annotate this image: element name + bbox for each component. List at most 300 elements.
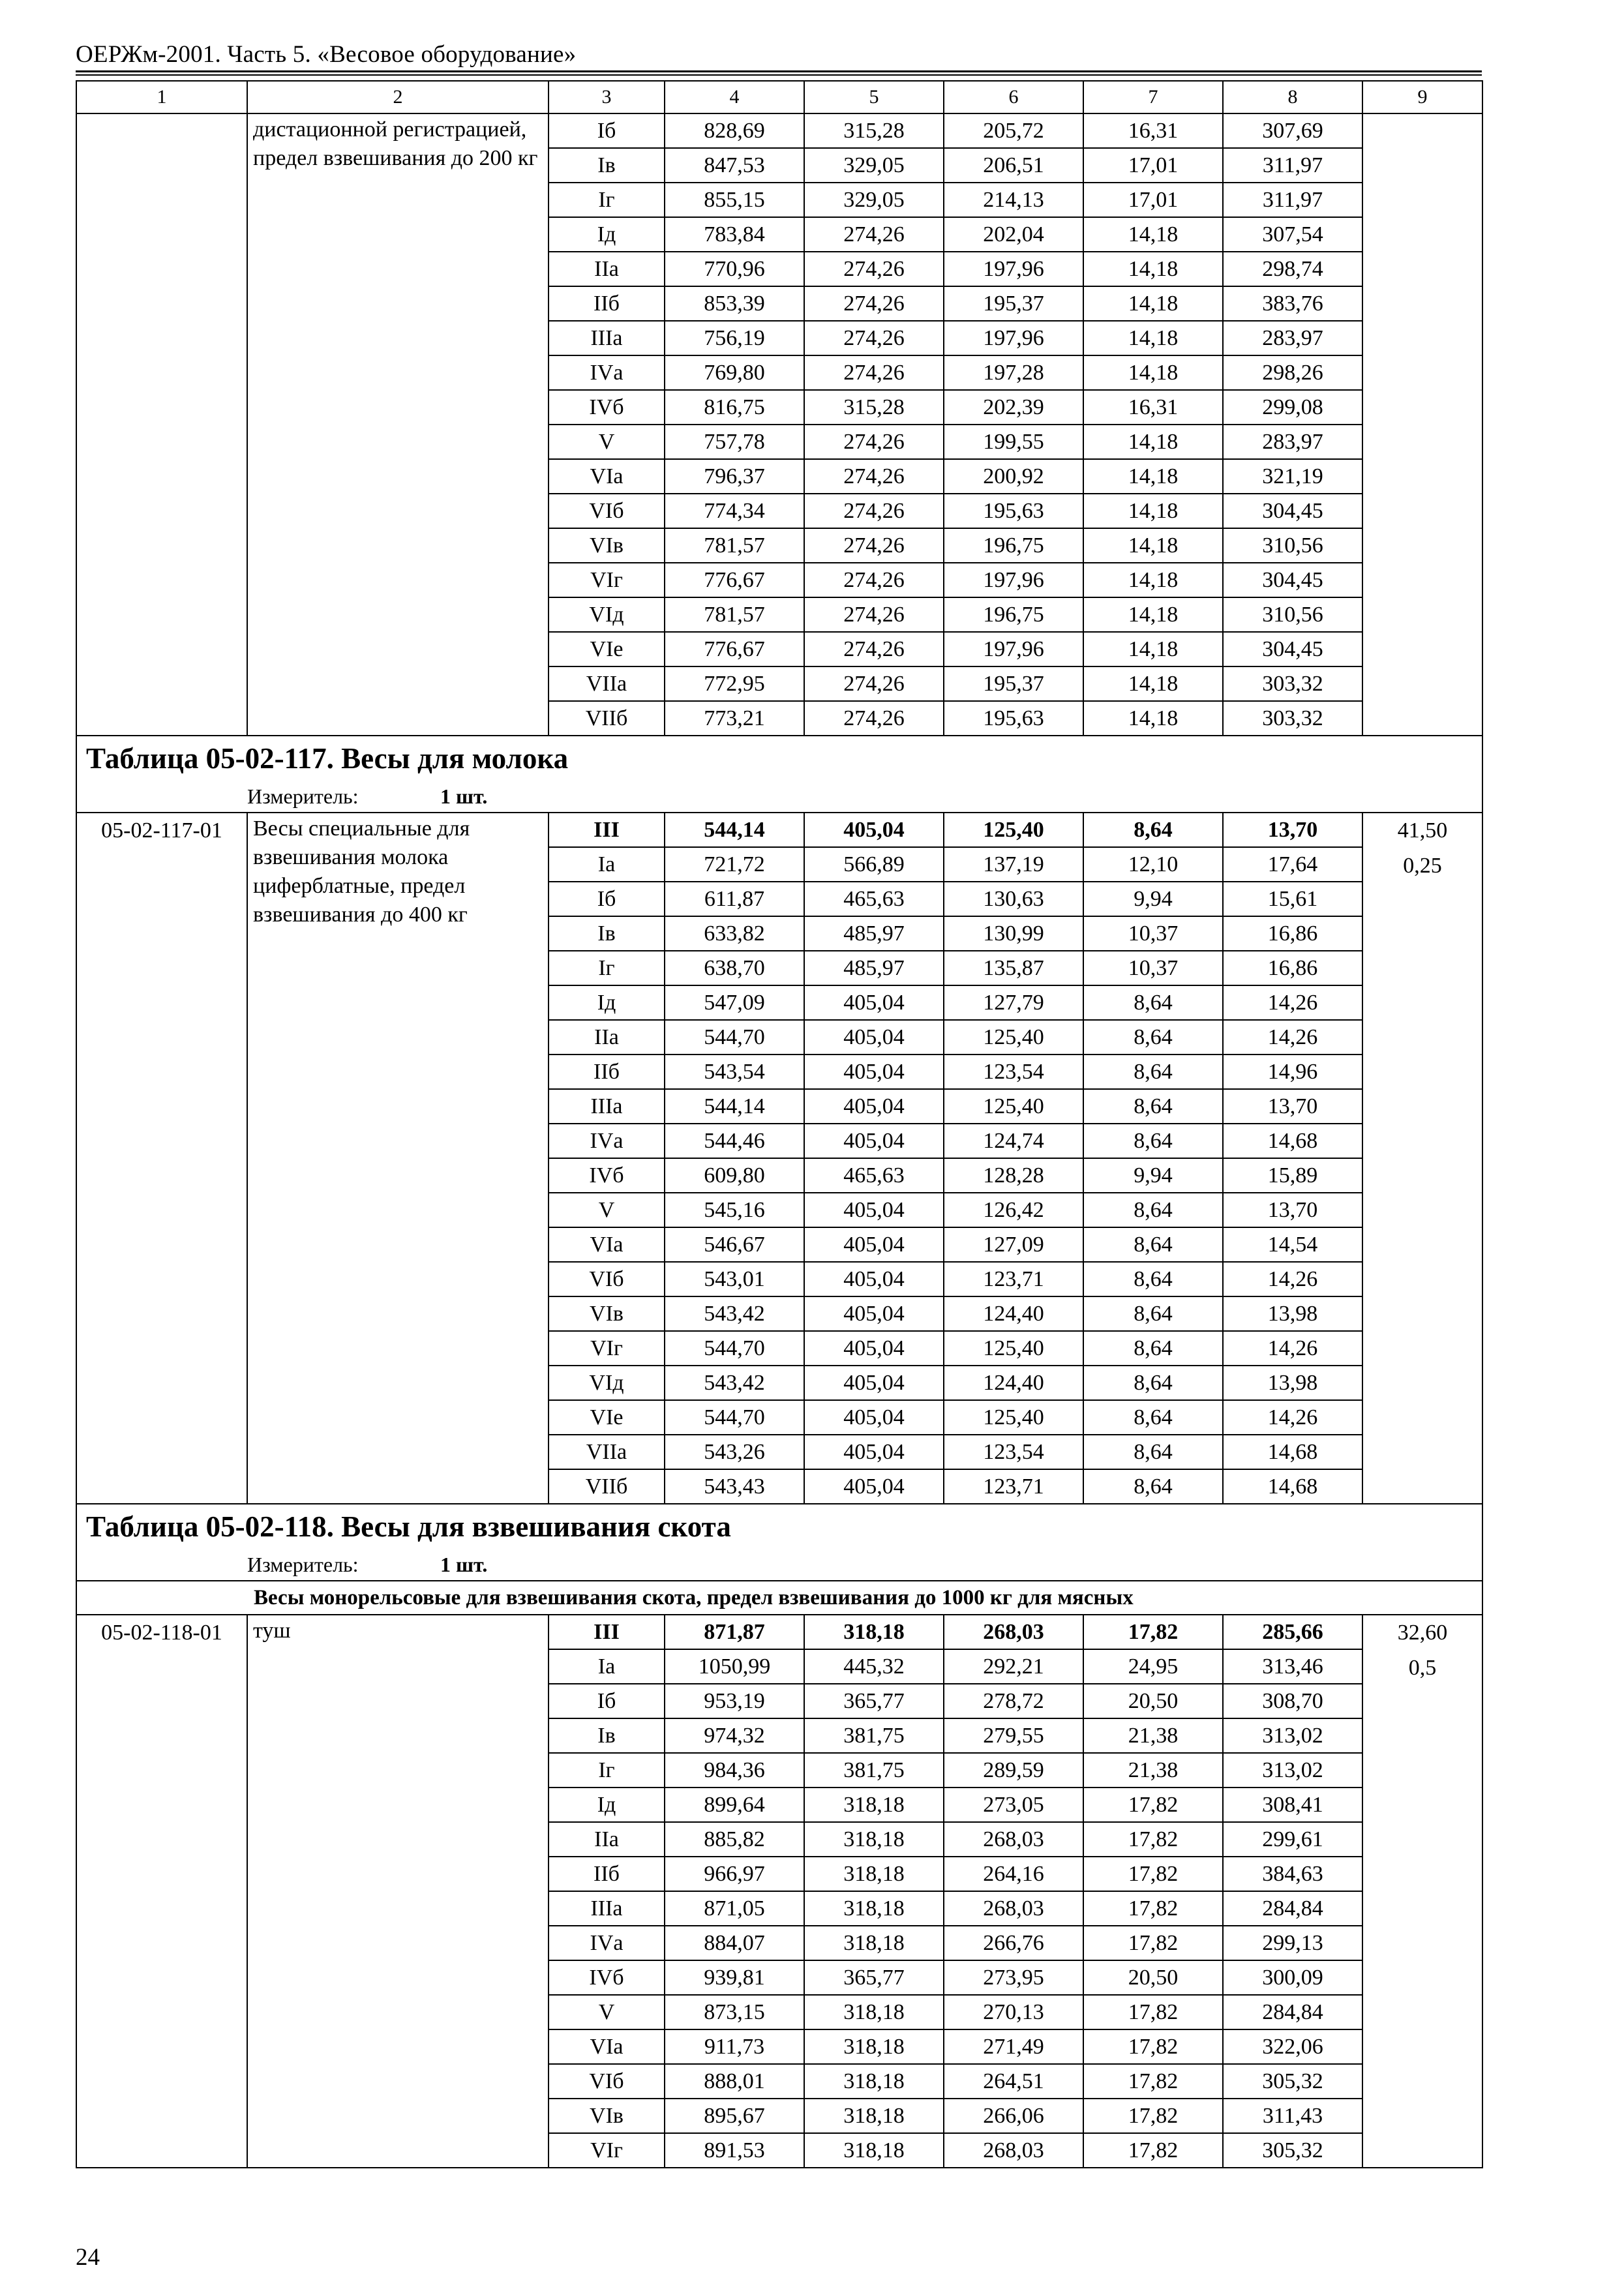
value-cell: 268,03 [944,2133,1083,2168]
value-cell: 17,82 [1083,1822,1223,1857]
value-cell: 365,77 [804,1960,944,1995]
value-cell: 124,40 [944,1366,1083,1400]
value-cell: 405,04 [804,1331,944,1366]
region-cell: Iд [549,1788,665,1822]
value-cell: 770,96 [665,252,804,286]
region-cell: VIб [549,494,665,528]
region-cell: VIв [549,528,665,563]
value-cell: 405,04 [804,985,944,1020]
value-cell: 17,82 [1083,2064,1223,2099]
value-cell: 485,97 [804,951,944,985]
value-cell: 135,87 [944,951,1083,985]
value-cell: 8,64 [1083,1435,1223,1469]
value-cell: 125,40 [944,813,1083,847]
value-cell: 609,80 [665,1158,804,1193]
value-cell: 465,63 [804,882,944,916]
value-cell: 547,09 [665,985,804,1020]
region-cell: Iб [549,1684,665,1718]
value-cell: 14,68 [1223,1124,1362,1158]
value-cell: 638,70 [665,951,804,985]
value-cell: 17,82 [1083,2099,1223,2133]
value-cell: 543,43 [665,1469,804,1504]
rates-table [76,80,1483,2168]
value-cell: 15,89 [1223,1158,1362,1193]
value-cell: 543,42 [665,1366,804,1400]
value-cell: 14,54 [1223,1227,1362,1262]
column-number: 4 [665,81,804,113]
region-cell: IIIа [549,321,665,355]
value-cell: 17,82 [1083,2029,1223,2064]
region-cell: VIб [549,2064,665,2099]
column-number: 6 [944,81,1083,113]
column-number: 7 [1083,81,1223,113]
value-cell: 774,34 [665,494,804,528]
unit-cell [76,781,1482,813]
value-cell: 796,37 [665,459,804,494]
value-cell: 285,66 [1223,1615,1362,1649]
value-cell: 318,18 [804,1995,944,2029]
value-cell: 783,84 [665,217,804,252]
value-cell: 298,26 [1223,355,1362,390]
unit-value: 1 шт. [440,785,488,808]
value-cell: 8,64 [1083,1089,1223,1124]
region-cell: IVа [549,355,665,390]
value-cell: 20,50 [1083,1684,1223,1718]
value-cell: 14,26 [1223,1331,1362,1366]
value-cell: 21,38 [1083,1718,1223,1753]
value-cell: 769,80 [665,355,804,390]
value-cell: 14,18 [1083,666,1223,701]
region-cell: VIг [549,563,665,597]
value-cell: 303,32 [1223,701,1362,736]
value-cell: 14,18 [1083,563,1223,597]
value-cell: 318,18 [804,2133,944,2168]
region-cell: Iб [549,113,665,148]
region-cell: VIб [549,1262,665,1296]
value-cell: 405,04 [804,1055,944,1089]
value-cell: 14,26 [1223,1262,1362,1296]
value-cell: 544,70 [665,1400,804,1435]
value-cell: 953,19 [665,1684,804,1718]
value-cell: 311,43 [1223,2099,1362,2133]
region-cell: IIб [549,1857,665,1891]
value-cell: 8,64 [1083,1400,1223,1435]
value-cell: 278,72 [944,1684,1083,1718]
table-title-row [76,1504,1482,1549]
table-row [76,1615,1482,1649]
value-cell: 8,64 [1083,1331,1223,1366]
value-cell: 384,63 [1223,1857,1362,1891]
value-cell: 289,59 [944,1753,1083,1788]
value-cell: 270,13 [944,1995,1083,2029]
value-cell: 544,46 [665,1124,804,1158]
value-cell: 17,82 [1083,1891,1223,1926]
value-cell: 405,04 [804,1262,944,1296]
region-cell: VIд [549,597,665,632]
column-number: 5 [804,81,944,113]
region-cell: Iг [549,951,665,985]
region-cell: IIа [549,252,665,286]
value-cell: 405,04 [804,1435,944,1469]
position-code [76,113,247,736]
subtitle-row [76,1581,1482,1615]
value-cell: 264,16 [944,1857,1083,1891]
value-cell: 274,26 [804,459,944,494]
value-cell: 14,18 [1083,597,1223,632]
value-cell: 17,82 [1083,1926,1223,1960]
value-cell: 298,74 [1223,252,1362,286]
column-number: 9 [1362,81,1482,113]
value-cell: 214,13 [944,183,1083,217]
value-cell: 279,55 [944,1718,1083,1753]
value-cell: 274,26 [804,528,944,563]
value-cell: 9,94 [1083,1158,1223,1193]
value-cell: 318,18 [804,1857,944,1891]
value-cell: 273,95 [944,1960,1083,1995]
value-cell: 545,16 [665,1193,804,1227]
value-cell: 196,75 [944,597,1083,632]
unit-label: Измеритель: [247,785,359,808]
value-cell: 14,18 [1083,321,1223,355]
region-cell: Iг [549,1753,665,1788]
value-cell: 318,18 [804,2064,944,2099]
value-cell: 321,19 [1223,459,1362,494]
region-cell: VIе [549,1400,665,1435]
region-cell: VIIб [549,701,665,736]
value-cell: 14,68 [1223,1435,1362,1469]
region-cell: IVа [549,1926,665,1960]
region-cell: IIIа [549,1089,665,1124]
region-cell: III [549,813,665,847]
value-cell: 17,01 [1083,183,1223,217]
region-cell: VIIа [549,1435,665,1469]
labor-value: 41,50 [1397,818,1448,843]
header-rule-thin [76,74,1482,76]
table-body [76,81,1482,2168]
value-cell: 14,18 [1083,459,1223,494]
value-cell: 311,97 [1223,183,1362,217]
value-cell: 137,19 [944,847,1083,882]
value-cell: 274,26 [804,701,944,736]
region-cell: IIб [549,286,665,321]
value-cell: 8,64 [1083,1124,1223,1158]
value-cell: 284,84 [1223,1995,1362,2029]
region-cell: V [549,1995,665,2029]
value-cell: 966,97 [665,1857,804,1891]
value-cell: 8,64 [1083,1227,1223,1262]
value-cell: 271,49 [944,2029,1083,2064]
value-cell: 318,18 [804,1615,944,1649]
value-cell: 544,70 [665,1331,804,1366]
value-cell: 315,28 [804,390,944,425]
value-cell: 16,31 [1083,113,1223,148]
region-cell: IVб [549,1960,665,1995]
value-cell: 195,37 [944,286,1083,321]
value-cell: 274,26 [804,217,944,252]
value-cell: 10,37 [1083,951,1223,985]
region-cell: VIг [549,2133,665,2168]
value-cell: 307,69 [1223,113,1362,148]
value-cell: 405,04 [804,1296,944,1331]
position-description: Весы специальные для взвешивания молока циферблатные, предел взвешивания до 400 кг [247,813,549,1504]
value-cell: 195,63 [944,701,1083,736]
value-cell: 544,14 [665,1089,804,1124]
value-cell: 14,18 [1083,632,1223,666]
value-cell: 304,45 [1223,494,1362,528]
value-cell: 891,53 [665,2133,804,2168]
value-cell: 308,41 [1223,1788,1362,1822]
value-cell: 197,96 [944,632,1083,666]
value-cell: 405,04 [804,1227,944,1262]
value-cell: 14,18 [1083,494,1223,528]
value-cell: 16,86 [1223,951,1362,985]
value-cell: 8,64 [1083,1469,1223,1504]
value-cell: 544,70 [665,1020,804,1055]
value-cell: 885,82 [665,1822,804,1857]
value-cell: 266,76 [944,1926,1083,1960]
region-cell: Iг [549,183,665,217]
value-cell: 8,64 [1083,985,1223,1020]
value-cell: 781,57 [665,597,804,632]
value-cell: 305,32 [1223,2064,1362,2099]
value-cell: 274,26 [804,355,944,390]
region-cell: VIIб [549,1469,665,1504]
value-cell: 405,04 [804,1366,944,1400]
value-cell: 757,78 [665,425,804,459]
value-cell: 14,18 [1083,252,1223,286]
value-cell: 10,37 [1083,916,1223,951]
value-cell: 871,87 [665,1615,804,1649]
value-cell: 381,75 [804,1718,944,1753]
value-cell: 781,57 [665,528,804,563]
value-cell: 195,37 [944,666,1083,701]
region-cell: VIIа [549,666,665,701]
value-cell: 847,53 [665,148,804,183]
region-cell: IVб [549,390,665,425]
value-cell: 8,64 [1083,1296,1223,1331]
value-cell: 543,42 [665,1296,804,1331]
value-cell: 911,73 [665,2029,804,2064]
value-cell: 611,87 [665,882,804,916]
region-cell: Iв [549,1718,665,1753]
region-cell: V [549,425,665,459]
value-cell: 329,05 [804,148,944,183]
value-cell: 772,95 [665,666,804,701]
value-cell: 566,89 [804,847,944,882]
value-cell: 895,67 [665,2099,804,2133]
value-cell: 14,18 [1083,286,1223,321]
region-cell: VIе [549,632,665,666]
value-cell: 206,51 [944,148,1083,183]
value-cell: 8,64 [1083,1020,1223,1055]
value-cell: 125,40 [944,1020,1083,1055]
region-cell: IVб [549,1158,665,1193]
value-cell: 8,64 [1083,813,1223,847]
region-cell: VIв [549,1296,665,1331]
position-description: дистационной регистрацией, предел взвешивания до 200 кг [247,113,549,736]
value-cell: 721,72 [665,847,804,882]
value-cell: 274,26 [804,563,944,597]
labor-cell [1362,1615,1482,2168]
value-cell: 200,92 [944,459,1083,494]
unit-row [76,1549,1482,1581]
labor-cell [1362,113,1482,736]
value-cell: 310,56 [1223,597,1362,632]
value-cell: 543,26 [665,1435,804,1469]
value-cell: 871,05 [665,1891,804,1926]
value-cell: 816,75 [665,390,804,425]
value-cell: 8,64 [1083,1262,1223,1296]
unit-row [76,781,1482,813]
value-cell: 307,54 [1223,217,1362,252]
value-cell: 125,40 [944,1089,1083,1124]
value-cell: 202,39 [944,390,1083,425]
value-cell: 15,61 [1223,882,1362,916]
region-cell: Iа [549,1649,665,1684]
value-cell: 124,40 [944,1296,1083,1331]
value-cell: 195,63 [944,494,1083,528]
value-cell: 14,18 [1083,217,1223,252]
value-cell: 485,97 [804,916,944,951]
value-cell: 828,69 [665,113,804,148]
value-cell: 543,54 [665,1055,804,1089]
value-cell: 365,77 [804,1684,944,1718]
value-cell: 405,04 [804,1193,944,1227]
labor-value: 0,5 [1408,1656,1437,1680]
value-cell: 313,02 [1223,1718,1362,1753]
value-cell: 308,70 [1223,1684,1362,1718]
unit-cell [76,1549,1482,1581]
value-cell: 14,68 [1223,1469,1362,1504]
value-cell: 197,28 [944,355,1083,390]
value-cell: 284,84 [1223,1891,1362,1926]
value-cell: 268,03 [944,1891,1083,1926]
region-cell: III [549,1615,665,1649]
value-cell: 268,03 [944,1822,1083,1857]
region-cell: VIд [549,1366,665,1400]
value-cell: 13,98 [1223,1366,1362,1400]
value-cell: 199,55 [944,425,1083,459]
unit-label: Измеритель: [247,1553,359,1576]
position-description: туш [247,1615,549,2168]
header-rule [76,70,1482,72]
region-cell: Iд [549,985,665,1020]
region-cell: V [549,1193,665,1227]
region-cell: Iв [549,148,665,183]
table-title: Таблица 05-02-117. Весы для молока [76,736,1482,781]
value-cell: 20,50 [1083,1960,1223,1995]
value-cell: 465,63 [804,1158,944,1193]
value-cell: 300,09 [1223,1960,1362,1995]
value-cell: 9,94 [1083,882,1223,916]
region-cell: Iа [549,847,665,882]
value-cell: 13,70 [1223,813,1362,847]
value-cell: 310,56 [1223,528,1362,563]
value-cell: 543,01 [665,1262,804,1296]
value-cell: 318,18 [804,1926,944,1960]
value-cell: 17,01 [1083,148,1223,183]
region-cell: IVа [549,1124,665,1158]
value-cell: 873,15 [665,1995,804,2029]
column-number: 3 [549,81,665,113]
value-cell: 124,74 [944,1124,1083,1158]
value-cell: 17,82 [1083,1788,1223,1822]
value-cell: 405,04 [804,1020,944,1055]
value-cell: 888,01 [665,2064,804,2099]
value-cell: 127,79 [944,985,1083,1020]
value-cell: 273,05 [944,1788,1083,1822]
value-cell: 303,32 [1223,666,1362,701]
value-cell: 274,26 [804,425,944,459]
value-cell: 283,97 [1223,425,1362,459]
column-number: 1 [76,81,247,113]
value-cell: 130,99 [944,916,1083,951]
column-number-row [76,81,1482,113]
value-cell: 405,04 [804,1124,944,1158]
value-cell: 546,67 [665,1227,804,1262]
value-cell: 202,04 [944,217,1083,252]
value-cell: 17,82 [1083,1995,1223,2029]
value-cell: 16,31 [1083,390,1223,425]
value-cell: 329,05 [804,183,944,217]
value-cell: 405,04 [804,813,944,847]
value-cell: 125,40 [944,1400,1083,1435]
value-cell: 128,28 [944,1158,1083,1193]
value-cell: 318,18 [804,1891,944,1926]
value-cell: 14,18 [1083,701,1223,736]
value-cell: 855,15 [665,183,804,217]
position-code: 05-02-117-01 [76,813,247,1504]
value-cell: 17,82 [1083,1857,1223,1891]
table-row [76,813,1482,847]
value-cell: 17,82 [1083,1615,1223,1649]
value-cell: 123,54 [944,1435,1083,1469]
value-cell: 126,42 [944,1193,1083,1227]
value-cell: 274,26 [804,321,944,355]
labor-cell [1362,813,1482,1504]
value-cell: 633,82 [665,916,804,951]
value-cell: 304,45 [1223,563,1362,597]
column-number: 8 [1223,81,1362,113]
value-cell: 8,64 [1083,1055,1223,1089]
value-cell: 1050,99 [665,1649,804,1684]
region-cell: VIа [549,1227,665,1262]
value-cell: 299,13 [1223,1926,1362,1960]
region-cell: VIв [549,2099,665,2133]
value-cell: 123,54 [944,1055,1083,1089]
table-row [76,113,1482,148]
table-title: Таблица 05-02-118. Весы для взвешивания скота [76,1504,1482,1549]
value-cell: 197,96 [944,563,1083,597]
value-cell: 299,08 [1223,390,1362,425]
region-cell: IIа [549,1822,665,1857]
value-cell: 381,75 [804,1753,944,1788]
value-cell: 274,26 [804,632,944,666]
value-cell: 405,04 [804,1400,944,1435]
value-cell: 196,75 [944,528,1083,563]
value-cell: 197,96 [944,252,1083,286]
labor-value: 0,25 [1403,854,1442,878]
value-cell: 274,26 [804,252,944,286]
value-cell: 304,45 [1223,632,1362,666]
value-cell: 274,26 [804,666,944,701]
value-cell: 974,32 [665,1718,804,1753]
page-number: 24 [76,2244,100,2271]
unit-value: 1 шт. [440,1553,488,1576]
value-cell: 776,67 [665,632,804,666]
value-cell: 123,71 [944,1262,1083,1296]
value-cell: 14,18 [1083,528,1223,563]
